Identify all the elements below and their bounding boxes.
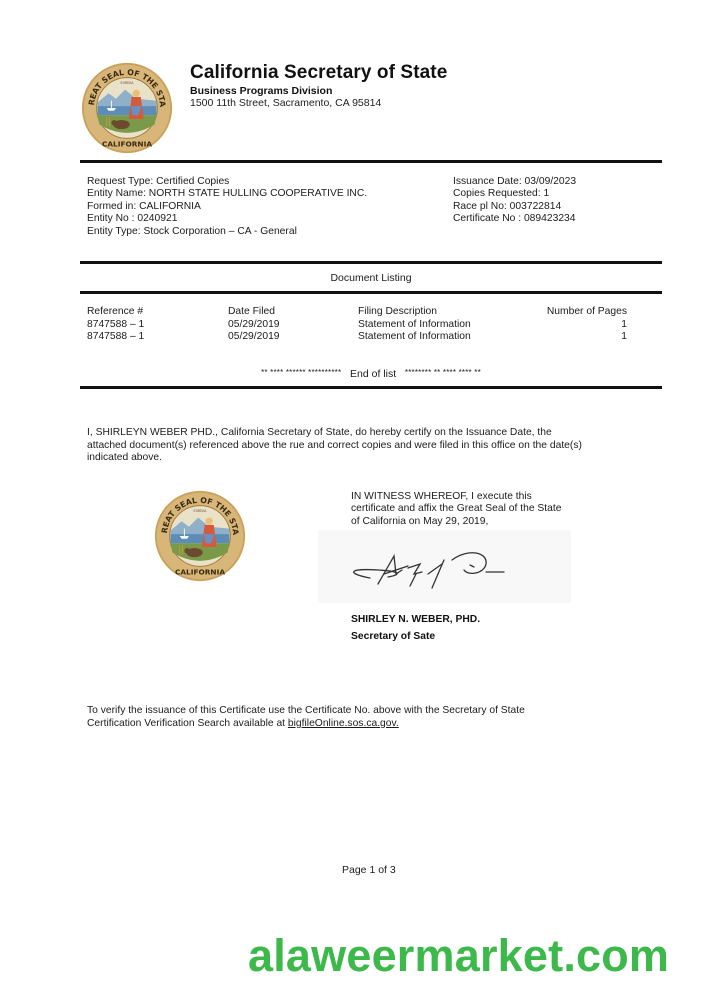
copies-requested: Copies Requested: 1 <box>453 188 550 200</box>
california-seal-icon <box>81 62 173 154</box>
column-header-reference: Reference # <box>87 306 144 317</box>
request-info-left <box>87 176 367 238</box>
cell-filing-description: Statement of Information <box>358 318 471 330</box>
end-of-list-label: End of list <box>350 368 397 380</box>
end-of-list-stars-left: ** **** ****** ********** <box>261 368 342 377</box>
request-info-right <box>453 176 576 226</box>
verification-link[interactable]: bigfileOnline.sos.ca.gov. <box>287 717 399 729</box>
cell-date-filed: 05/29/2019 <box>228 331 280 343</box>
column-header-number-of-pages: Number of Pages <box>546 306 627 317</box>
signature-icon <box>318 530 571 603</box>
signature-area <box>318 530 571 603</box>
verification-text: To verify the issuance of this Certificate use the Certificate No. above with the Secretary of State Certification Verification Search available at <box>87 705 525 729</box>
office-address: 1500 11th Street, Sacramento, CA 95814 <box>190 97 382 109</box>
entity-name: Entity Name: NORTH STATE HULLING COOPERATIVE INC. <box>87 188 368 200</box>
table-row <box>87 331 627 344</box>
column-header-filing-description: Filing Description <box>358 306 437 317</box>
cell-number-of-pages: 1 <box>621 318 627 330</box>
listing-top-divider <box>80 261 662 264</box>
listing-header-divider <box>80 291 662 294</box>
entity-type: Entity Type: Stock Corporation – CA - General <box>87 225 297 237</box>
signer-name: SHIRLEY N. WEBER, PHD. <box>351 614 481 625</box>
cell-number-of-pages: 1 <box>621 331 627 343</box>
listing-bottom-divider <box>80 386 662 389</box>
cell-date-filed: 05/29/2019 <box>228 318 280 330</box>
column-header-date-filed: Date Filed <box>228 306 275 317</box>
end-of-list-stars-right: ******** ** **** **** ** <box>404 368 481 377</box>
cell-reference: 8747588 – 1 <box>87 331 145 343</box>
witness-statement: IN WITNESS WHEREOF, I execute this certificate and affix the Great Seal of the State of California on May 29, 2019, <box>351 491 562 527</box>
certification-statement: I, SHIRLEYN WEBER PHD., California Secretary of State, do hereby certify on the Issuance Date, the attached document(s) referenced above the rue and correct copies and were filed in this office on the date(s) indicated above. <box>87 427 582 464</box>
page-title: California Secretary of State <box>190 62 448 83</box>
division-name: Business Programs Division <box>190 85 333 97</box>
verification-note <box>87 705 547 730</box>
cell-reference: 8747588 – 1 <box>87 318 145 330</box>
entity-number: Entity No : 0240921 <box>87 213 178 225</box>
issuance-date: Issuance Date: 03/09/2023 <box>453 176 577 187</box>
document-listing-table <box>87 306 627 344</box>
signer-title: Secretary of Sate <box>351 631 436 642</box>
request-type: Request Type: Certified Copies <box>87 176 230 187</box>
formed-in: Formed in: CALIFORNIA <box>87 200 201 212</box>
header-divider <box>80 160 662 163</box>
california-seal-icon <box>154 490 246 582</box>
page-number: Page 1 of 3 <box>342 864 396 876</box>
end-of-list-marker <box>80 368 662 380</box>
listing-title: Document Listing <box>330 272 412 284</box>
watermark-text: alaweermarket.com <box>248 930 670 981</box>
table-header-row <box>87 306 627 319</box>
cell-filing-description: Statement of Information <box>358 331 471 343</box>
table-row <box>87 319 627 332</box>
race-pl-number: Race pl No: 003722814 <box>453 200 562 212</box>
certificate-number: Certificate No : 089423234 <box>453 213 576 225</box>
